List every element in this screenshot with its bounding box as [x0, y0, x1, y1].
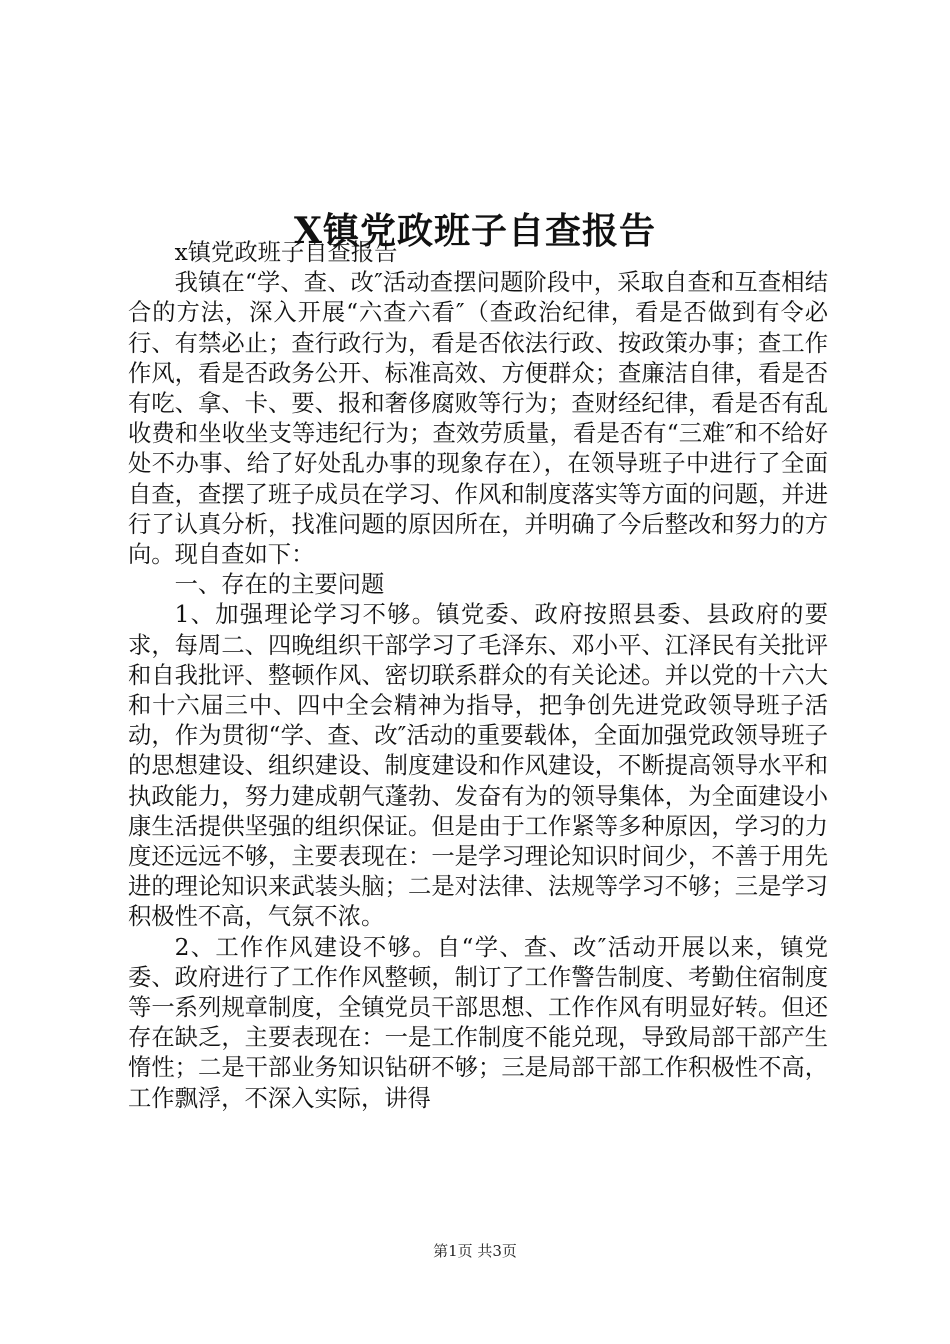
page-footer [0, 1241, 950, 1261]
body-paragraph: 1、加强理论学习不够。镇党委、政府按照县委、县政府的要求，每周二、四晚组织干部学习了毛泽东、邓小平、江泽民有关批评和自我批评、整顿作风、密切联系群众的有关论述。并以党的十六大和十六届三中、四中全会精神为指导，把争创先进党政领导班子活动，作为贯彻“学、查、改″活动的重要载体，全面加强党政领导班子的思想建设、组织建设、制度建设和作风建设，不断提高领导水平和执政能力，努力建成朝气蓬勃、发奋有为的领导集体，为全面建设小康生活提供坚强的组织保证。但是由于工作紧等多种原因，学习的力度还远远不够，主要表现在：一是学习理论知识时间少，不善于用先进的理论知识来武装头脑；二是对法律、法规等学习不够；三是学习积极性不高，气氛不浓。 [128, 601, 828, 931]
intro-paragraph: 我镇在“学、查、改″活动查摆问题阶段中，采取自查和互查相结合的方法，深入开展“六查六看″（查政治纪律，看是否做到有令必行、有禁必止；查行政行为，看是否依法行政、按政策办事；查工作作风，看是否政务公开、标准高效、方便群众；查廉洁自律，看是否有吃、拿、卡、要、报和奢侈腐败等行为；查财经纪律，看是否有乱收费和坐收坐支等违纪行为；查效劳质量，看是否有“三难″和不给好处不办事、给了好处乱办事的现象存在），在领导班子中进行了全面自查，查摆了班子成员在学习、作风和制度落实等方面的问题，并进行了认真分析，找准问题的原因所在，并明确了今后整改和努力的方向。现自查如下： [128, 269, 828, 569]
subtitle-paragraph: x镇党政班子自查报告 [174, 239, 398, 266]
page-total: 共3页 [477, 1242, 517, 1260]
body-paragraph: 2、工作作风建设不够。自“学、查、改″活动开展以来，镇党委、政府进行了工作作风整顿，制订了工作警告制度、考勤住宿制度等一系列规章制度，全镇党员干部思想、工作作风有明显好转。但还存在缺乏，主要表现在：一是工作制度不能兑现，导致局部干部产生惰性；二是干部业务知识钻研不够；三是局部干部工作积极性不高，工作飘浮，不深入实际，讲得 [128, 933, 828, 1112]
document-title: X镇党政班子自查报告 [294, 210, 656, 253]
section-heading: 一、存在的主要问题 [174, 571, 385, 599]
document-body [128, 238, 828, 1114]
page-number: 第1页 [433, 1242, 473, 1260]
